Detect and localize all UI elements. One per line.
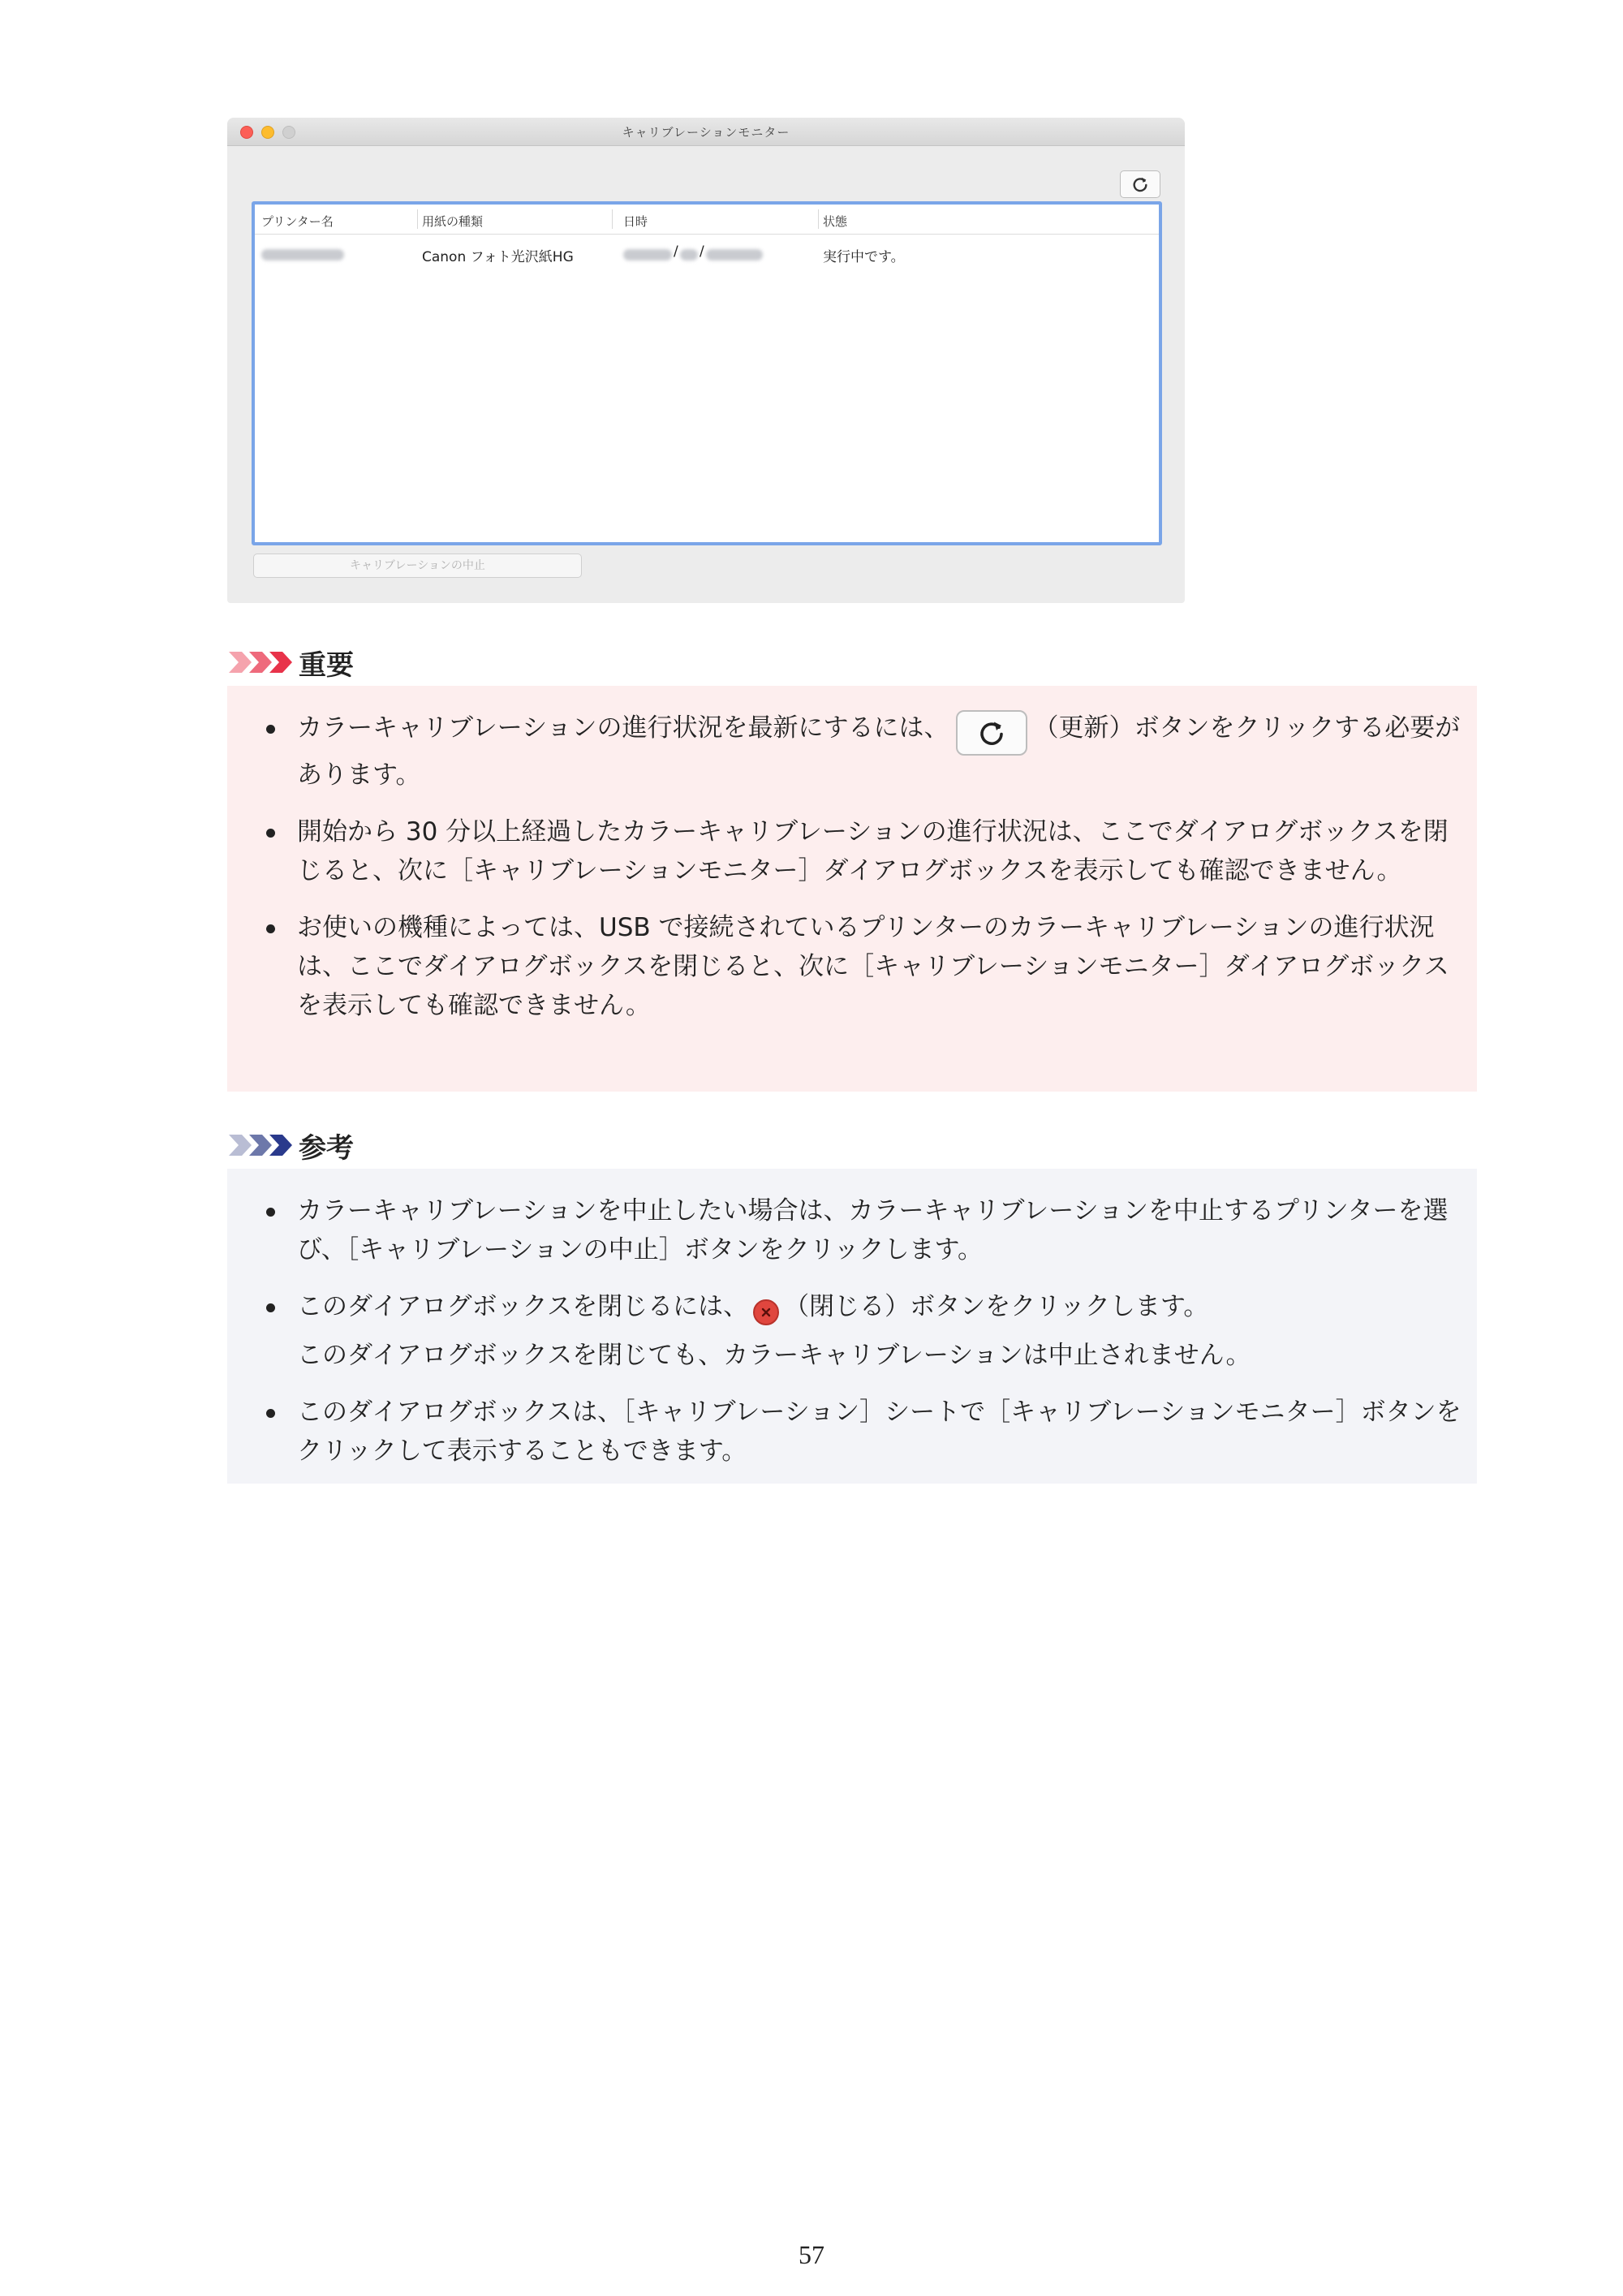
refresh-icon (956, 710, 1027, 756)
column-separator (417, 209, 418, 229)
list-item: カラーキャリブレーションを中止したい場合は、カラーキャリブレーションを中止するプリンターを選び、［キャリブレーションの中止］ボタンをクリックします。 (260, 1191, 1462, 1269)
column-separator (818, 209, 819, 229)
calibration-table[interactable]: プリンター名 用紙の種類 日時 状態 Canon フォト光沢紙HG / / 実行中です。 (252, 201, 1162, 545)
list-item: このダイアログボックスは、［キャリブレーション］シートで［キャリブレーションモニター］ボタンをクリックして表示することもできます。 (260, 1393, 1462, 1471)
list-item-note: このダイアログボックスを閉じても、カラーキャリブレーションは中止されません。 (297, 1341, 1251, 1370)
date-redacted (623, 249, 672, 261)
date-redacted (680, 249, 698, 261)
time-redacted (706, 249, 763, 261)
important-box (227, 686, 1477, 1092)
column-paper-type[interactable]: 用紙の種類 (422, 214, 484, 229)
reference-box (227, 1169, 1477, 1484)
list-item: 開始から 30 分以上経過したカラーキャリブレーションの進行状況は、ここでダイアログボックスを閉じると、次に［キャリブレーションモニター］ダイアログボックスを表示しても確認できません。 (260, 812, 1462, 890)
printer-name-redacted (261, 249, 344, 261)
reference-chevron-icon (227, 1133, 295, 1157)
important-chevron-icon (227, 650, 295, 674)
stop-calibration-button[interactable]: キャリブレーションの中止 (253, 554, 582, 578)
column-separator (612, 209, 613, 229)
refresh-icon (1131, 175, 1149, 193)
reference-heading (227, 1126, 354, 1164)
column-status[interactable]: 状態 (823, 214, 848, 229)
window-titlebar (227, 118, 1185, 146)
list-item: カラーキャリブレーションの進行状況を最新にするには、 （更新）ボタンをクリックする必要があります。 (260, 709, 1462, 795)
paper-type-cell: Canon フォト光沢紙HG (422, 249, 574, 265)
column-printer-name[interactable]: プリンター名 (261, 214, 334, 229)
refresh-button[interactable] (1120, 170, 1160, 198)
window-title: キャリブレーションモニター (622, 125, 790, 140)
page-number: 57 (799, 2240, 824, 2269)
important-heading (227, 644, 354, 681)
calibration-monitor-window (227, 118, 1185, 603)
reference-title: 参考 (299, 1131, 354, 1165)
status-cell: 実行中です。 (823, 249, 905, 265)
close-icon (753, 1299, 779, 1325)
list-item: お使いの機種によっては、USB で接続されているプリンターのカラーキャリブレーションの進行状況は、ここでダイアログボックスを閉じると、次に［キャリブレーションモニター］ダイアログボックスを表示しても確認できません。 (260, 908, 1462, 1025)
table-header (255, 205, 1159, 235)
important-title: 重要 (299, 648, 354, 682)
column-date-time[interactable]: 日時 (623, 214, 648, 229)
list-item: このダイアログボックスを閉じるには、 （閉じる）ボタンをクリックします。 (260, 1287, 1462, 1326)
